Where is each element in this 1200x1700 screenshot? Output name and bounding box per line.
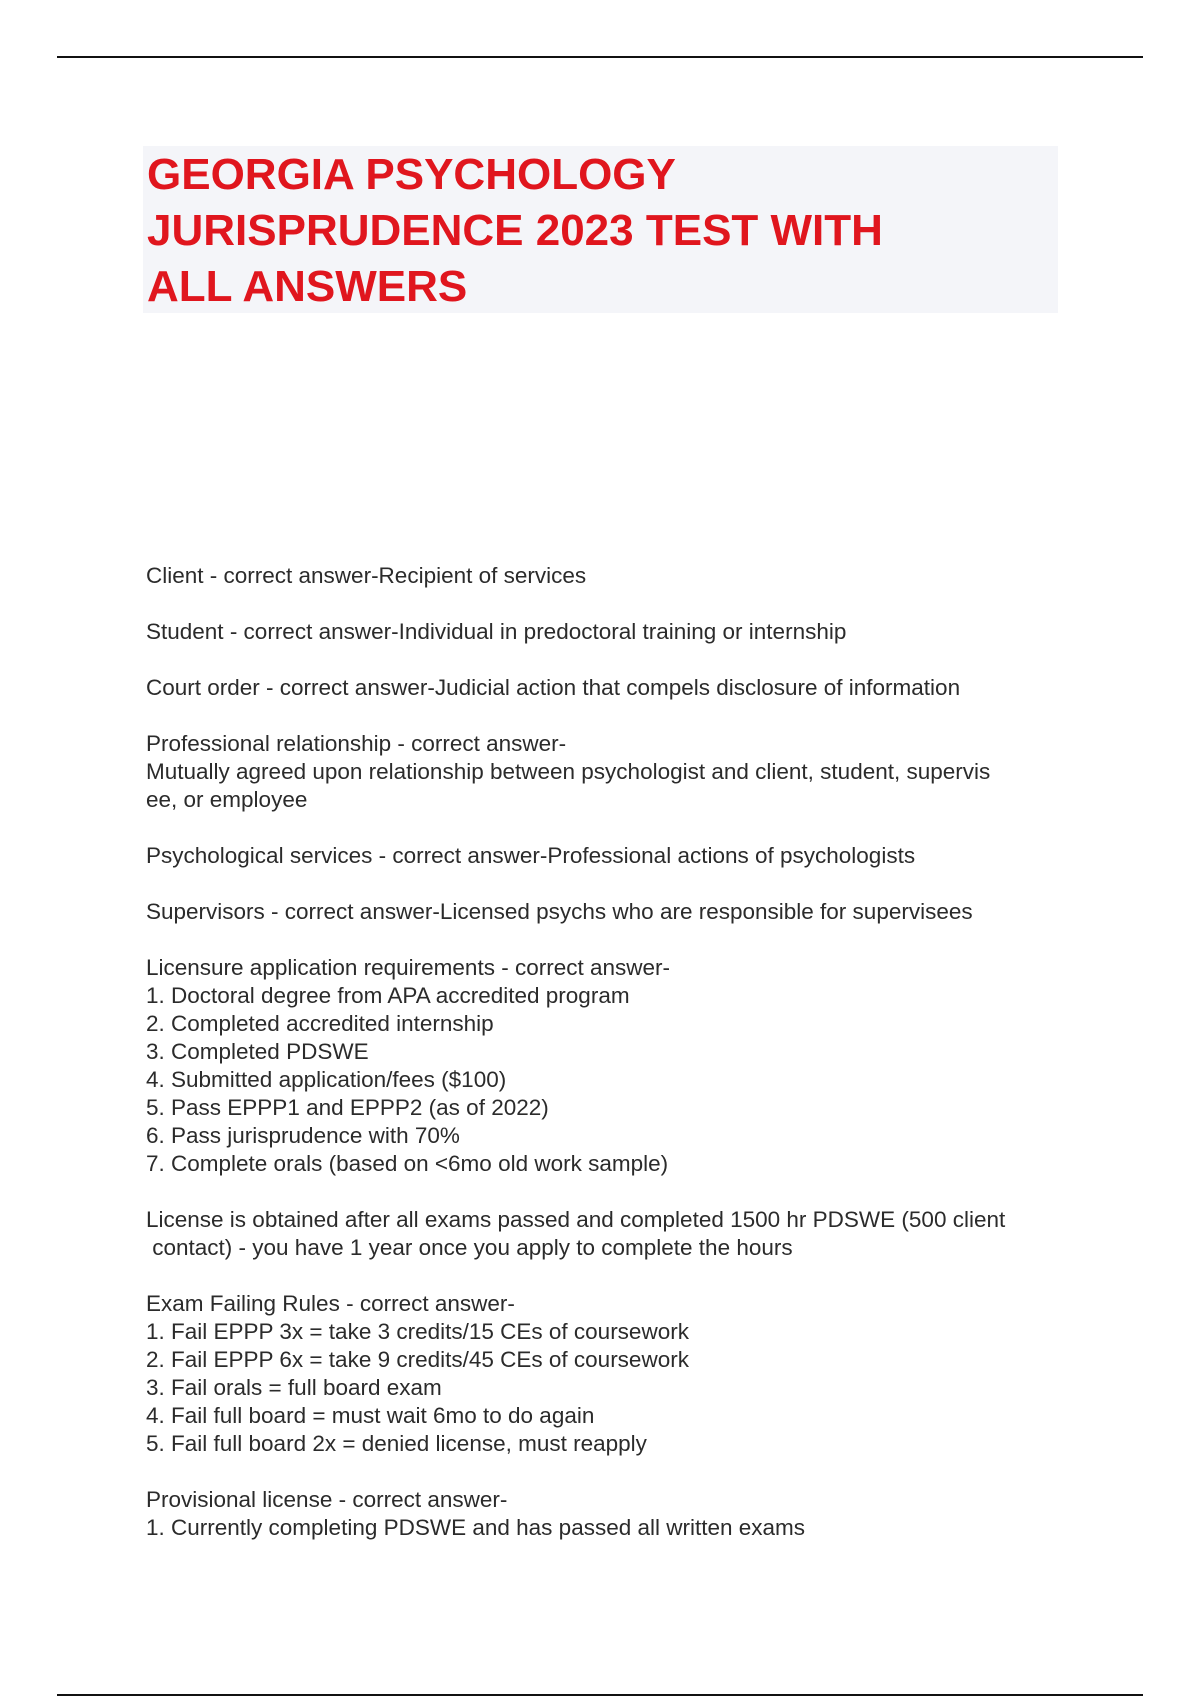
list-item: 5. Pass EPPP1 and EPPP2 (as of 2022) <box>146 1095 549 1120</box>
top-rule <box>57 56 1143 58</box>
entry-line: Student - correct answer-Individual in predoctoral training or internship <box>146 619 847 644</box>
entry-line: Client - correct answer-Recipient of services <box>146 563 587 588</box>
entry-line: Professional relationship - correct answer- <box>146 731 567 756</box>
qa-entry-professional-relationship <box>146 730 1066 814</box>
list-item: 7. Complete orals (based on <6mo old work sample) <box>146 1151 669 1176</box>
qa-entry-provisional-license <box>146 1486 1066 1542</box>
entry-line: Supervisors - correct answer-Licensed psychs who are responsible for supervisees <box>146 899 973 924</box>
entry-line: Provisional license - correct answer- <box>146 1487 508 1512</box>
document-title <box>147 146 1054 315</box>
list-item: 2. Completed accredited internship <box>146 1011 494 1036</box>
document-body <box>146 562 1066 1570</box>
entry-line: Exam Failing Rules - correct answer- <box>146 1291 515 1316</box>
list-item: 1. Fail EPPP 3x = take 3 credits/15 CEs of coursework <box>146 1319 689 1344</box>
qa-entry-client <box>146 562 1066 590</box>
entry-line: Psychological services - correct answer-Professional actions of psychologists <box>146 843 916 868</box>
list-item: 3. Fail orals = full board exam <box>146 1375 442 1400</box>
qa-entry-supervisors <box>146 898 1066 926</box>
list-item: 1. Currently completing PDSWE and has passed all written exams <box>146 1515 806 1540</box>
entry-line: Mutually agreed upon relationship between psychologist and client, student, supervis <box>146 759 991 784</box>
entry-line: contact) - you have 1 year once you apply to complete the hours <box>146 1235 793 1260</box>
title-box <box>143 146 1058 313</box>
list-item: 5. Fail full board 2x = denied license, must reapply <box>146 1431 647 1456</box>
bottom-rule <box>57 1694 1143 1696</box>
list-item: 4. Submitted application/fees ($100) <box>146 1067 507 1092</box>
list-item: 3. Completed PDSWE <box>146 1039 369 1064</box>
list-item: 4. Fail full board = must wait 6mo to do again <box>146 1403 595 1428</box>
qa-entry-exam-failing-rules <box>146 1290 1066 1458</box>
entry-line: Court order - correct answer-Judicial action that compels disclosure of information <box>146 675 961 700</box>
title-line: ALL ANSWERS <box>147 262 468 311</box>
qa-entry-court-order <box>146 674 1066 702</box>
qa-entry-license-obtained <box>146 1206 1066 1262</box>
list-item: 1. Doctoral degree from APA accredited program <box>146 983 630 1008</box>
list-item: 6. Pass jurisprudence with 70% <box>146 1123 460 1148</box>
qa-entry-psychological-services <box>146 842 1066 870</box>
entry-line: Licensure application requirements - correct answer- <box>146 955 670 980</box>
qa-entry-licensure-requirements <box>146 954 1066 1178</box>
entry-line: ee, or employee <box>146 787 308 812</box>
title-line: JURISPRUDENCE 2023 TEST WITH <box>147 206 883 255</box>
title-line: GEORGIA PSYCHOLOGY <box>147 150 676 199</box>
list-item: 2. Fail EPPP 6x = take 9 credits/45 CEs of coursework <box>146 1347 689 1372</box>
qa-entry-student <box>146 618 1066 646</box>
entry-line: License is obtained after all exams passed and completed 1500 hr PDSWE (500 client <box>146 1207 1006 1232</box>
